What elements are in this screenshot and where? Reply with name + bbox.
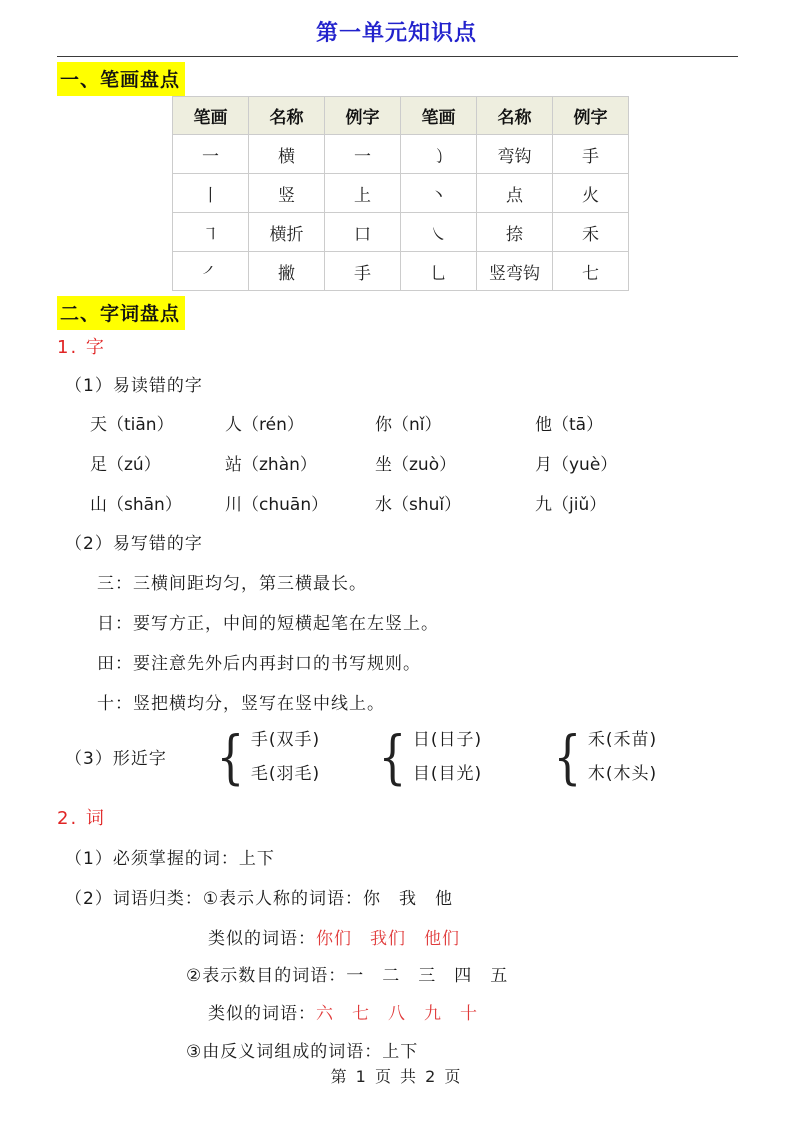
similar-char-group <box>549 722 657 792</box>
stroke-table <box>172 96 629 291</box>
table-cell: 一 <box>325 135 401 174</box>
similar-char-pair-top: 日(日子) <box>412 730 483 750</box>
table-cell: 捺 <box>477 213 553 252</box>
subsection-chars-label: 1. 字 <box>57 337 106 358</box>
pinyin-row <box>90 490 606 515</box>
table-cell: 乚 <box>401 252 477 291</box>
left-brace-icon: { <box>378 723 407 791</box>
similar-char-pair-bottom: 毛(羽毛) <box>250 764 321 784</box>
table-cell: ㇕ <box>173 213 249 252</box>
number-words-line: ②表示数目的词语：一 二 三 四 五 <box>186 966 509 986</box>
table-cell: 七 <box>553 252 629 291</box>
pinyin-entry: 山（shān） <box>90 495 182 515</box>
col-header-example-2: 例字 <box>553 97 629 135</box>
writing-note: 三：三横间距均匀，第三横最长。 <box>97 574 367 594</box>
pinyin-entry: 人（rén） <box>225 415 304 435</box>
left-brace-icon: { <box>553 723 582 791</box>
misread-chars-label: （1）易读错的字 <box>65 376 203 396</box>
similar-words-label: 类似的词语： <box>208 929 316 949</box>
table-cell: 火 <box>553 174 629 213</box>
similar-char-group <box>374 722 482 792</box>
page-title: 第一单元知识点 <box>315 21 477 46</box>
table-cell: 丨 <box>173 174 249 213</box>
table-cell: 禾 <box>553 213 629 252</box>
table-cell: 上 <box>325 174 401 213</box>
col-header-stroke-1: 笔画 <box>173 97 249 135</box>
table-row <box>173 252 629 291</box>
table-cell: 手 <box>325 252 401 291</box>
pinyin-entry: 他（tā） <box>535 415 604 435</box>
left-brace-icon: { <box>216 723 245 791</box>
table-cell: 横折 <box>249 213 325 252</box>
table-cell: 一 <box>173 135 249 174</box>
table-cell: 弯钩 <box>477 135 553 174</box>
similar-chars-label: （3）形近字 <box>65 749 167 769</box>
similar-words-label: 类似的词语： <box>208 1004 316 1024</box>
similar-words-line-2 <box>208 999 478 1024</box>
col-header-stroke-2: 笔画 <box>401 97 477 135</box>
table-cell: ㇒ <box>173 252 249 291</box>
similar-char-pair-bottom: 木(木头) <box>587 764 658 784</box>
pinyin-entry: 站（zhàn） <box>225 455 317 475</box>
title-divider <box>57 56 738 57</box>
table-cell: 点 <box>477 174 553 213</box>
col-header-name-2: 名称 <box>477 97 553 135</box>
table-cell: ㇏ <box>401 213 477 252</box>
similar-char-pair-top: 禾(禾苗) <box>587 730 658 750</box>
col-header-name-1: 名称 <box>249 97 325 135</box>
pinyin-entry: 九（jiǔ） <box>535 495 607 515</box>
pinyin-row <box>90 410 603 435</box>
similar-words-line-1 <box>208 924 460 949</box>
table-cell: 竖 <box>249 174 325 213</box>
miswritten-chars-label: （2）易写错的字 <box>65 534 203 554</box>
table-cell: 丶 <box>401 174 477 213</box>
table-cell: 口 <box>325 213 401 252</box>
col-header-example-1: 例字 <box>325 97 401 135</box>
writing-note: 日：要写方正，中间的短横起笔在左竖上。 <box>97 614 439 634</box>
pinyin-entry: 你（nǐ） <box>375 415 442 435</box>
page-number-footer: 第 1 页 共 2 页 <box>330 1067 463 1086</box>
table-cell: ㇁ <box>401 135 477 174</box>
similar-char-pair-top: 手(双手) <box>250 730 321 750</box>
similar-char-pair-bottom: 目(目光) <box>412 764 483 784</box>
word-categories-line-1: （2）词语归类：①表示人称的词语：你 我 他 <box>65 889 454 909</box>
pinyin-entry: 天（tiān） <box>90 415 174 435</box>
similar-char-group <box>212 722 320 792</box>
antonym-words-line: ③由反义词组成的词语：上下 <box>186 1042 419 1062</box>
table-cell: 横 <box>249 135 325 174</box>
similar-words-red: 六 七 八 九 十 <box>316 1004 478 1024</box>
table-row <box>173 174 629 213</box>
pinyin-entry: 足（zú） <box>90 455 161 475</box>
section-1-heading: 一、笔画盘点 <box>57 62 185 96</box>
table-row <box>173 213 629 252</box>
table-cell: 竖弯钩 <box>477 252 553 291</box>
writing-note: 田：要注意先外后内再封口的书写规则。 <box>97 654 421 674</box>
pinyin-entry: 月（yuè） <box>535 455 618 475</box>
section-2-heading: 二、字词盘点 <box>57 296 185 330</box>
pinyin-entry: 坐（zuò） <box>375 455 457 475</box>
must-know-words-line: （1）必须掌握的词：上下 <box>65 849 275 869</box>
pinyin-entry: 川（chuān） <box>225 495 329 515</box>
pinyin-row <box>90 450 617 475</box>
table-cell: 手 <box>553 135 629 174</box>
table-cell: 撇 <box>249 252 325 291</box>
similar-words-red: 你们 我们 他们 <box>316 929 460 949</box>
table-row <box>173 135 629 174</box>
subsection-words-label: 2. 词 <box>57 808 106 829</box>
writing-note: 十：竖把横均分，竖写在竖中线上。 <box>97 694 385 714</box>
pinyin-entry: 水（shuǐ） <box>375 495 462 515</box>
table-header-row <box>173 97 629 135</box>
